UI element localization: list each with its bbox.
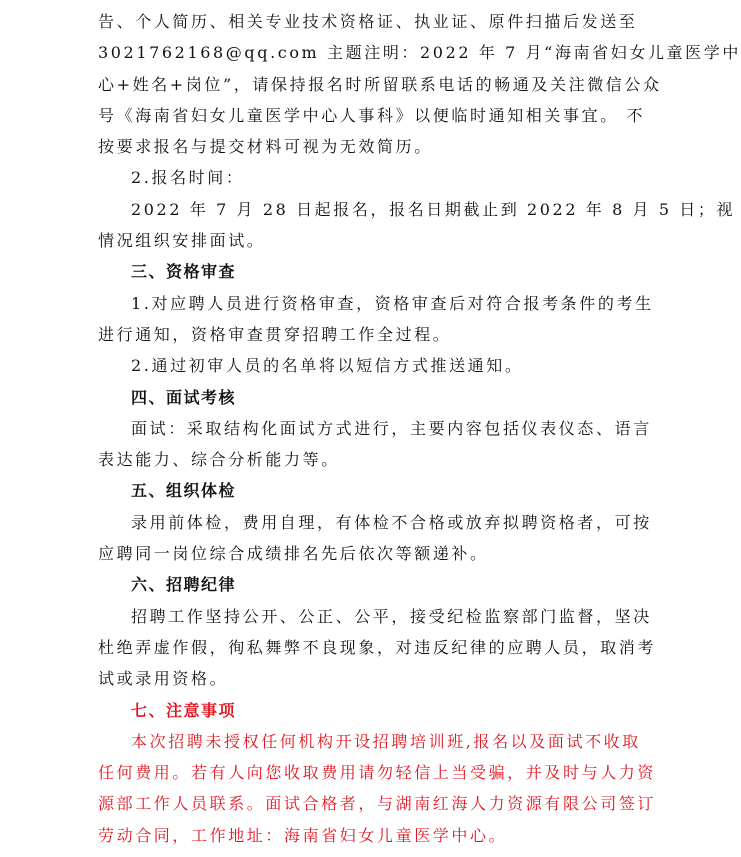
text-line: 面试：采取结构化面试方式进行，主要内容包括仪表仪态、语言	[131, 418, 652, 438]
notice-line: 劳动合同，工作地址：海南省妇女儿童医学中心。	[98, 825, 508, 845]
text-line: 2.通过初审人员的名单将以短信方式推送通知。	[131, 356, 524, 376]
text-line: 试或录用资格。	[98, 669, 229, 689]
text-line: 录用前体检，费用自理，有体检不合格或放弃拟聘资格者，可按	[131, 512, 652, 532]
text-line: 1.对应聘人员进行资格审查，资格审查后对符合报考条件的考生	[131, 293, 654, 313]
section-heading-medical-exam: 五、组织体检	[131, 481, 237, 501]
section-heading-interview: 四、面试考核	[131, 387, 237, 407]
text-line: 号《海南省妇女儿童医学中心人事科》以便临时通知相关事宜。 不	[98, 105, 646, 125]
text-line: 应聘同一岗位综合成绩排名先后依次等额递补。	[98, 544, 489, 564]
notice-line: 任何费用。若有人向您收取费用请勿轻信上当受骗，并及时与人力资	[98, 763, 657, 783]
text-line: 告、个人简历、相关专业技术资格证、执业证、原件扫描后发送至	[98, 12, 638, 31]
text-line: 进行通知，资格审查贯穿招聘工作全过程。	[98, 324, 452, 344]
text-line: 招聘工作坚持公开、公正、公平，接受纪检监察部门监督，坚决	[131, 606, 652, 626]
text-line: 3021762168@qq.com 主题注明：2022 年 7 月“海南省妇女儿童医学中	[98, 43, 741, 63]
notice-line: 源部工作人员联系。面试合格者，与湖南红海人力资源有限公司签订	[98, 794, 657, 814]
text-line: 情况组织安排面试。	[98, 231, 266, 251]
text-line: 2022 年 7 月 28 日起报名，报名日期截止到 2022 年 8 月 5 日；视	[131, 199, 736, 219]
notice-line: 本次招聘未授权任何机构开设招聘培训班,报名以及面试不收取	[131, 731, 641, 751]
text-line: 心+姓名+岗位”，请保持报名时所留联系电话的畅通及关注微信公众	[98, 74, 662, 94]
section-heading-discipline: 六、招聘纪律	[131, 575, 237, 595]
text-line: 表达能力、综合分析能力等。	[98, 450, 340, 470]
section-heading-notice: 七、注意事项	[131, 700, 237, 720]
registration-time-title: 2.报名时间：	[131, 168, 245, 188]
text-line: 按要求报名与提交材料可视为无效简历。	[98, 137, 433, 157]
text-line: 杜绝弄虚作假，徇私舞弊不良现象，对违反纪律的应聘人员，取消考	[98, 637, 657, 657]
section-heading-qualification: 三、资格审查	[131, 262, 237, 282]
